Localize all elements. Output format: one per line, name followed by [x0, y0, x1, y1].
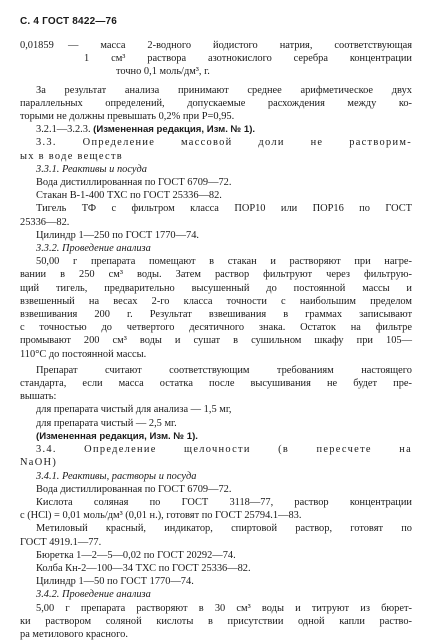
- definition-line: точно 0,1 моль/дм³, г.: [116, 66, 210, 78]
- text-line: вании в 250 см³ воды. Затем раствор фильтруют через фильтрую-: [20, 269, 412, 281]
- edit-note-text: (Измененная редакция, Изм. № 1).: [36, 430, 198, 442]
- text-line: промывают 200 см³ воды и сушат в сушильном шкафу при 105—: [20, 335, 412, 347]
- section-alkalinity-analysis: [20, 588, 412, 641]
- text-line: 50,00 г препарата помещают в стакан и растворяют при нагре-: [36, 256, 412, 268]
- definition-line: 1 см³ раствора азотнокислого серебра концентрации: [84, 53, 412, 65]
- subsection-heading: 3.3.2. Проведение анализа: [36, 243, 151, 255]
- heading-line: ых в воде веществ: [20, 150, 123, 162]
- text-line: с точностью до четвертого десятичного знака. Остаток на фильтре: [20, 322, 412, 334]
- text-line: взвешивания 200 г. Результат взвешивания в граммах записывают: [20, 309, 412, 321]
- definition-line: — масса 2-водного йодистого натрия, соответствующая: [68, 40, 412, 51]
- text-line: стандарта, если масса остатка после высушивания не будет пре-: [20, 378, 412, 390]
- section-analysis: [20, 242, 412, 361]
- text-line: Препарат считают соответствующим требованиям настоящего: [36, 364, 412, 376]
- list-item: Стакан В-1-400 ТХС по ГОСТ 25336—82.: [36, 190, 222, 202]
- text-line: ра метилового красного.: [20, 628, 128, 640]
- list-item: для препарата чистый для анализа — 1,5 мг,: [36, 404, 232, 416]
- section-heading: [20, 136, 412, 162]
- section-reagents: [20, 163, 412, 242]
- text-line: За результат анализа принимают среднее арифметическое двух: [36, 84, 412, 96]
- list-item: Бюретка 1—2—5—0,02 по ГОСТ 20292—74.: [36, 549, 236, 561]
- paragraph-result: [20, 84, 412, 124]
- list-item: с (HCl) = 0,01 моль/дм³ (0,01 н.), готовят по ГОСТ 25794.1—83.: [20, 510, 302, 522]
- section-requirements: [20, 364, 412, 443]
- text-line: щий тигель, предварительно высушенный до постоянной массы и: [20, 282, 412, 294]
- subsection-heading: 3.3.1. Реактивы и посуда: [36, 163, 147, 175]
- heading-line: 3.3. Определение массовой доли не растворим-: [36, 137, 412, 149]
- document-page: [20, 16, 412, 641]
- text-line: параллельных определений, допускаемые расхождения между ко-: [20, 97, 412, 109]
- list-item: Цилиндр 1—50 по ГОСТ 1770—74.: [36, 576, 194, 588]
- list-item: Вода дистиллированная по ГОСТ 6709—72.: [36, 483, 232, 495]
- text-line: взвешенный на весах 2-го класса точности с наибольшим пределом: [20, 295, 412, 307]
- definition-key: 0,01859: [20, 40, 54, 51]
- text-line: 5,00 г препарата растворяют в 30 см³ воды и титруют из бюрет-: [36, 602, 412, 614]
- page-header: С. 4 ГОСТ 8422—76: [20, 16, 118, 27]
- subsection-heading: 3.4.1. Реактивы, растворы и посуда: [36, 470, 197, 482]
- text-line: вышать:: [20, 391, 57, 403]
- heading-line: 3.4. Определение щелочности (в пересчете на: [36, 444, 412, 456]
- text-line: 110°С до постоянной массы.: [20, 348, 147, 360]
- list-item: ГОСТ 4919.1—77.: [20, 536, 102, 548]
- list-item: Цилиндр 1—250 по ГОСТ 1770—74.: [36, 229, 199, 241]
- edit-note-text: (Измененная редакция, Изм. № 1).: [93, 124, 256, 136]
- section-heading: [20, 443, 412, 469]
- definition-block: [20, 39, 412, 79]
- list-item: Метиловый красный, индикатор, спиртовой раствор, готовят по: [36, 523, 412, 535]
- text-line: торыми не должны превышать 0,2% при P=0,95.: [20, 111, 235, 123]
- subsection-heading: 3.4.2. Проведение анализа: [36, 589, 151, 601]
- section-number: 3.2.1—3.2.3.: [36, 124, 91, 136]
- section-reagents-solutions: [20, 470, 412, 589]
- list-item: Вода дистиллированная по ГОСТ 6709—72.: [36, 177, 232, 189]
- list-item: 25336—82.: [20, 216, 70, 228]
- list-item: Тигель ТФ с фильтром класса ПОР10 или ПОР16 по ГОСТ: [36, 203, 412, 215]
- list-item: для препарата чистый — 2,5 мг.: [36, 417, 177, 429]
- edit-note: [20, 123, 412, 136]
- heading-line: NaOH): [20, 457, 58, 469]
- list-item: Колба Кн-2—100—34 ТХС по ГОСТ 25336—82.: [36, 562, 251, 574]
- text-line: ки раствором соляной кислоты в присутствии одной капли раство-: [20, 615, 412, 627]
- list-item: Кислота соляная по ГОСТ 3118—77, раствор концентрации: [36, 496, 412, 508]
